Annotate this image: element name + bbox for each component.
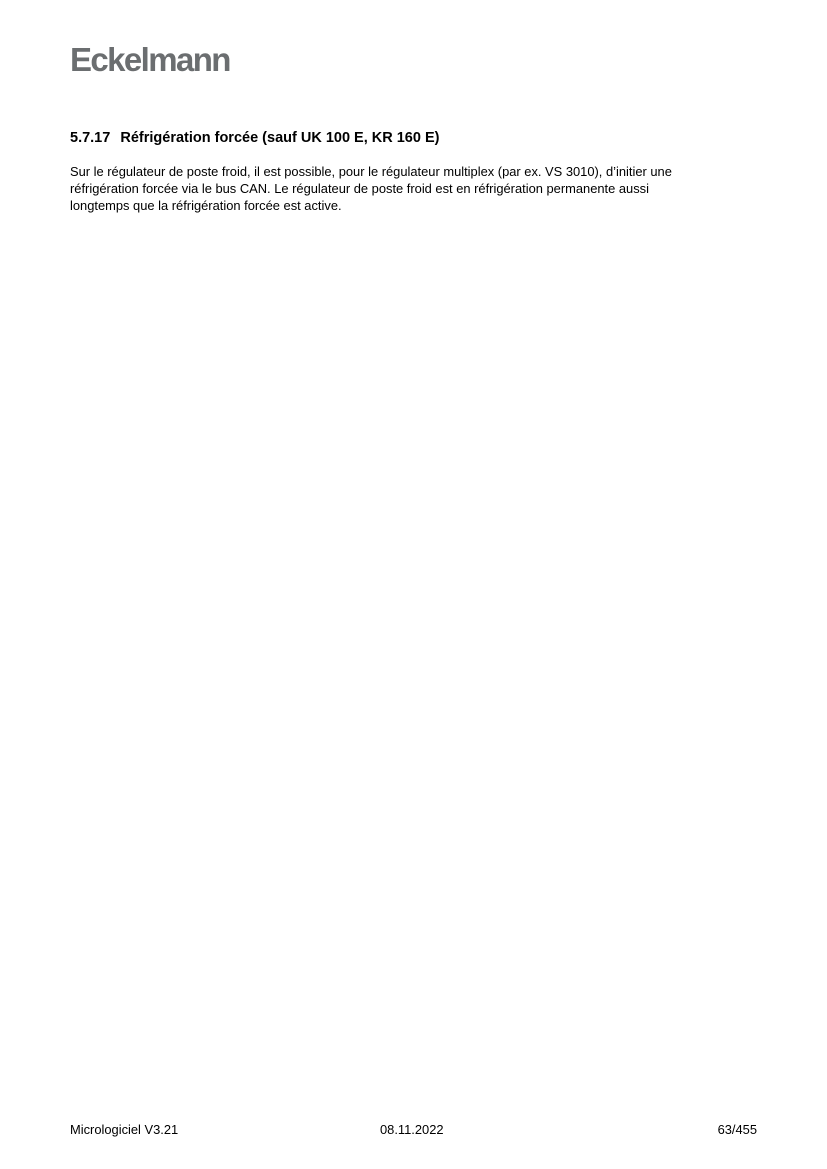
section-title: Réfrigération forcée (sauf UK 100 E, KR 160 E) (120, 130, 440, 146)
section-heading (70, 128, 439, 148)
section-body (70, 163, 760, 214)
body-line: réfrigération forcée via le bus CAN. Le régulateur de poste froid est en réfrigération permanente aussi (70, 181, 649, 196)
footer-date: 08.11.2022 (380, 1122, 444, 1137)
body-line: longtemps que la réfrigération forcée est active. (70, 198, 342, 213)
body-line: Sur le régulateur de poste froid, il est possible, pour le régulateur multiplex (par ex. VS 3010), d’initier une (70, 164, 672, 179)
section-number: 5.7.17 (70, 130, 111, 146)
company-logo: Eckelmann (70, 41, 230, 78)
footer-firmware-version: Micrologiciel V3.21 (70, 1122, 179, 1137)
footer-page-number: 63/455 (717, 1122, 757, 1137)
